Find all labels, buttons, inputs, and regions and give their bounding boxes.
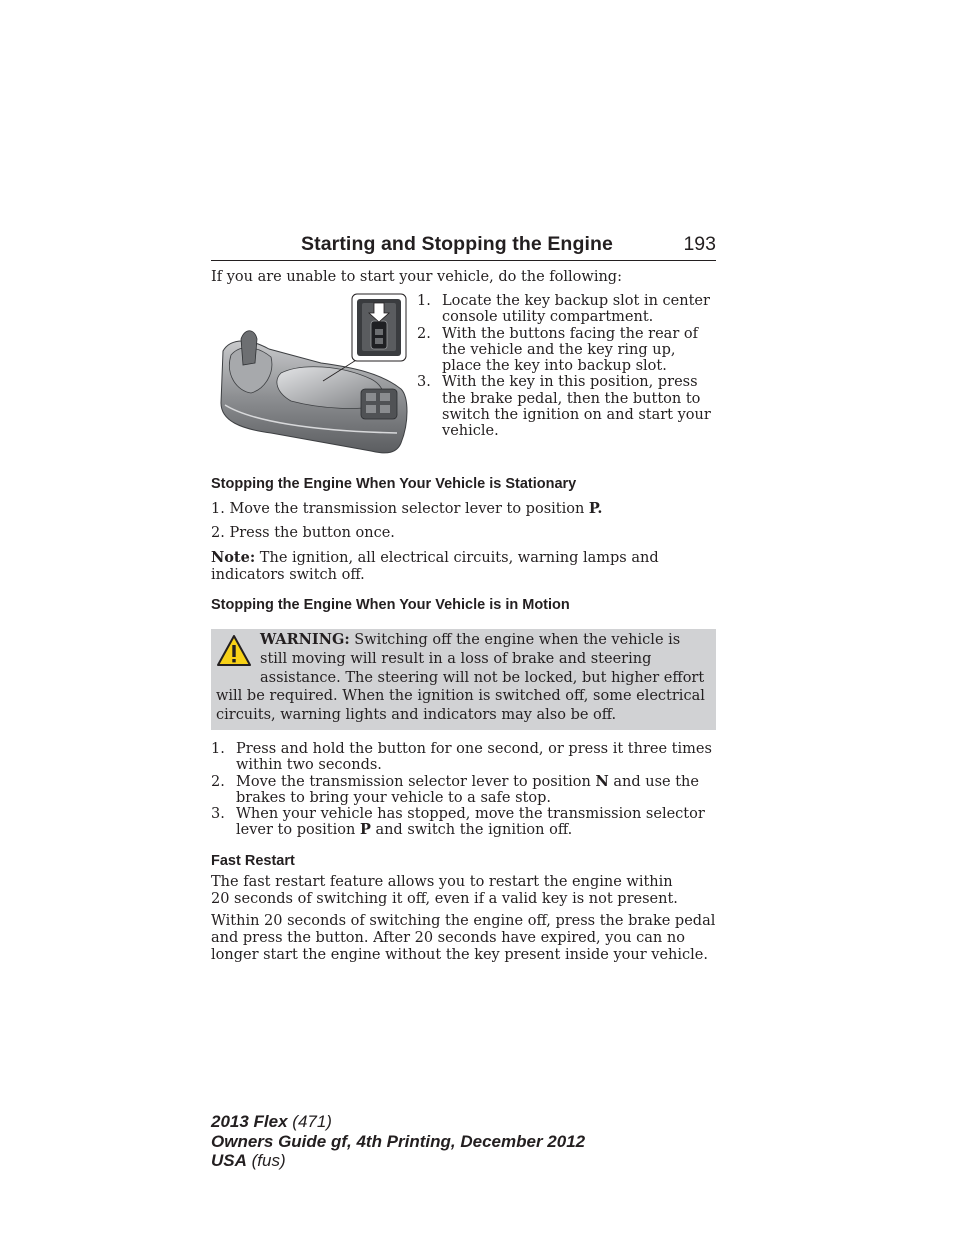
list-item: 1. Press and hold the button for one second, or press it three times within two seconds. [211, 740, 712, 774]
footer-model: 2013 Flex (471) [211, 1112, 332, 1131]
stationary-step-1: 1. Move the transmission selector lever to position P. [211, 500, 603, 517]
motion-heading: Stopping the Engine When Your Vehicle is in Motion [211, 597, 570, 613]
footer-region: USA (fus) [211, 1151, 286, 1170]
page-header [211, 226, 716, 261]
key-backup-steps [417, 293, 714, 455]
footer-guide: Owners Guide gf, 4th Printing, December 2012 [211, 1131, 586, 1151]
stationary-heading: Stopping the Engine When Your Vehicle is Stationary [211, 476, 577, 492]
stationary-note: Note: The ignition, all electrical circuits, warning lamps and indicators switch off. [211, 549, 659, 583]
page-title: Starting and Stopping the Engine [301, 233, 613, 255]
intro-text: If you are unable to start your vehicle, do the following: [211, 269, 622, 285]
page-number: 193 [683, 233, 716, 255]
list-item: 2. Move the transmission selector lever to position N and use the brakes to bring your vehicle to a safe stop. [211, 772, 699, 806]
list-item: 1. Locate the key backup slot in center console utility compartment. [417, 293, 710, 326]
warning-triangle-icon [216, 633, 252, 669]
list-item: 2. With the buttons facing the rear of the vehicle and the key ring up, place the key into backup slot. [417, 325, 698, 375]
console-illustration-icon [211, 293, 411, 455]
warning-text: Switching off the engine when the vehicle is still moving will result in a loss of brake and steering assistance. The steering will not be locked, but higher effort will be required. When the ignition is switched off, some electrical circuits, warning lights and indicators may also be off. [216, 632, 705, 724]
fast-restart-paragraph-2: Within 20 seconds of switching the engine off, press the brake pedal and press the button. After 20 seconds have expired, you can no longer start the engine without the key present inside your vehicle. [211, 912, 716, 963]
motion-steps [211, 741, 716, 839]
page-footer [211, 1112, 585, 1171]
warning-box [211, 629, 716, 730]
fast-restart-paragraph-1: The fast restart feature allows you to restart the engine within 20 seconds of switching it off, even if a valid key is not present. [211, 873, 678, 907]
console-key-backup-slot-illustration [211, 293, 411, 455]
fast-restart-heading: Fast Restart [211, 852, 295, 869]
key-backup-section [211, 293, 716, 455]
list-item: 3. With the key in this position, press the brake pedal, then the button to switch the ignition on and start your vehicle. [417, 374, 711, 440]
manual-page [211, 226, 716, 964]
stationary-step-2: 2. Press the button once. [211, 525, 395, 541]
warning-label: WARNING: [260, 631, 350, 648]
list-item: 3. When your vehicle has stopped, move the transmission selector lever to position P and switch the ignition off. [211, 806, 705, 839]
